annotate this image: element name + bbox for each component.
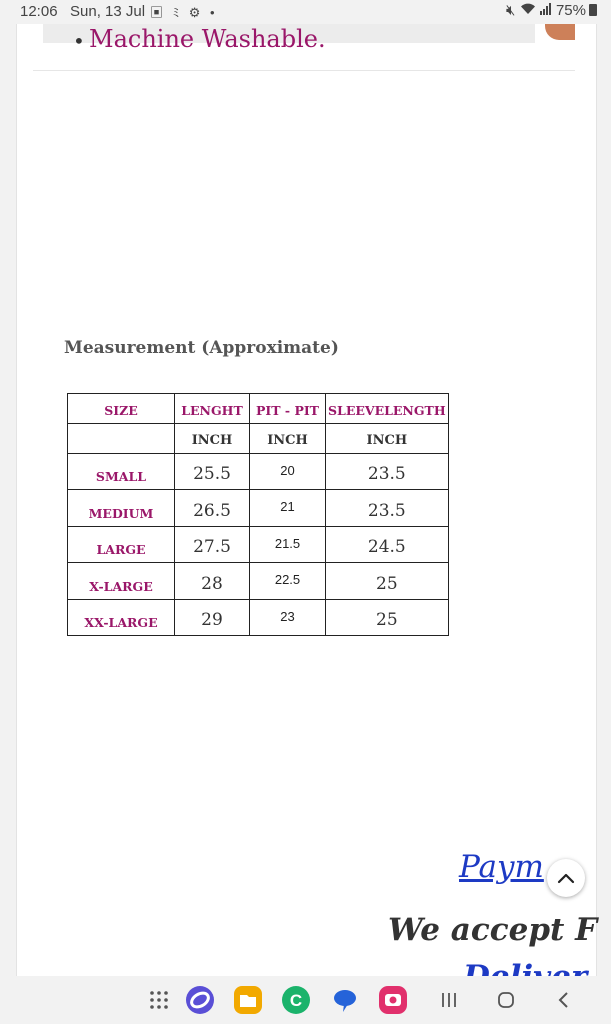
signal-activity-icon: ﾐ bbox=[172, 5, 183, 20]
size-chart-table bbox=[67, 393, 449, 636]
measurement-title: Measurement (Approximate) bbox=[64, 338, 339, 358]
dot-icon: • bbox=[210, 5, 218, 20]
pit-value: 23 bbox=[250, 600, 326, 636]
notification-icons bbox=[150, 2, 218, 21]
pit-value: 20 bbox=[250, 454, 326, 490]
accept-text: We accept F bbox=[388, 912, 598, 948]
pit-value: 21.5 bbox=[250, 527, 326, 563]
bullet-text: Machine Washable. bbox=[89, 25, 326, 53]
battery-percent: 75% bbox=[555, 2, 586, 19]
sleeve-value: 25 bbox=[326, 600, 449, 636]
scroll-to-top-button[interactable] bbox=[547, 859, 585, 897]
unit-size bbox=[68, 424, 175, 454]
table-row bbox=[68, 600, 449, 636]
system-navbar bbox=[0, 976, 611, 1024]
gear-icon: ⚙ bbox=[188, 5, 204, 20]
web-page bbox=[16, 24, 597, 976]
recent-apps-button[interactable] bbox=[434, 985, 464, 1015]
product-image-corner bbox=[545, 24, 575, 40]
table-row bbox=[68, 527, 449, 563]
sleeve-value: 23.5 bbox=[326, 490, 449, 527]
unit-sleeve: INCH bbox=[326, 424, 449, 454]
status-date: Sun, 13 Jul bbox=[70, 3, 146, 20]
internet-browser-icon[interactable] bbox=[185, 985, 215, 1015]
header-sleeve: SLEEVELENGTH bbox=[326, 394, 449, 424]
pit-value: 21 bbox=[250, 490, 326, 527]
table-row bbox=[68, 490, 449, 527]
files-icon[interactable] bbox=[233, 985, 263, 1015]
svg-text:C: C bbox=[289, 991, 303, 1010]
table-row bbox=[68, 454, 449, 490]
unit-pit: INCH bbox=[250, 424, 326, 454]
size-label: MEDIUM bbox=[68, 490, 175, 527]
sleeve-value: 24.5 bbox=[326, 527, 449, 563]
gallery-icon: ▣ bbox=[150, 5, 167, 20]
wifi-icon bbox=[520, 2, 540, 19]
home-button[interactable] bbox=[491, 985, 521, 1015]
length-value: 27.5 bbox=[175, 527, 250, 563]
table-row bbox=[68, 563, 449, 600]
status-bar bbox=[0, 0, 611, 24]
apps-grid-icon[interactable] bbox=[144, 985, 174, 1015]
status-time: 12:06 bbox=[20, 3, 58, 20]
camera-app-icon[interactable] bbox=[378, 985, 408, 1015]
sleeve-value: 23.5 bbox=[326, 454, 449, 490]
length-value: 26.5 bbox=[175, 490, 250, 527]
bullet-item bbox=[73, 24, 326, 54]
divider bbox=[33, 70, 575, 71]
status-right bbox=[506, 2, 597, 19]
battery-icon bbox=[589, 4, 597, 16]
table-header-row bbox=[68, 394, 449, 424]
unit-length: INCH bbox=[175, 424, 250, 454]
size-label: SMALL bbox=[68, 454, 175, 490]
phone-app-icon[interactable] bbox=[281, 985, 311, 1015]
payment-link[interactable]: Paym bbox=[459, 849, 544, 885]
header-pit: PIT - PIT bbox=[250, 394, 326, 424]
length-value: 28 bbox=[175, 563, 250, 600]
signal-icon bbox=[540, 2, 556, 19]
table-unit-row bbox=[68, 424, 449, 454]
messages-icon[interactable] bbox=[330, 985, 360, 1015]
header-length: LENGHT bbox=[175, 394, 250, 424]
header-size: SIZE bbox=[68, 394, 175, 424]
bullet-dot: • bbox=[73, 29, 85, 53]
back-button[interactable] bbox=[548, 985, 578, 1015]
length-value: 25.5 bbox=[175, 454, 250, 490]
size-label: LARGE bbox=[68, 527, 175, 563]
size-label: X-LARGE bbox=[68, 563, 175, 600]
mute-icon: 🔇︎ bbox=[506, 2, 516, 19]
sleeve-value: 25 bbox=[326, 563, 449, 600]
chevron-up-icon bbox=[557, 872, 575, 884]
size-label: XX-LARGE bbox=[68, 600, 175, 636]
length-value: 29 bbox=[175, 600, 250, 636]
pit-value: 22.5 bbox=[250, 563, 326, 600]
